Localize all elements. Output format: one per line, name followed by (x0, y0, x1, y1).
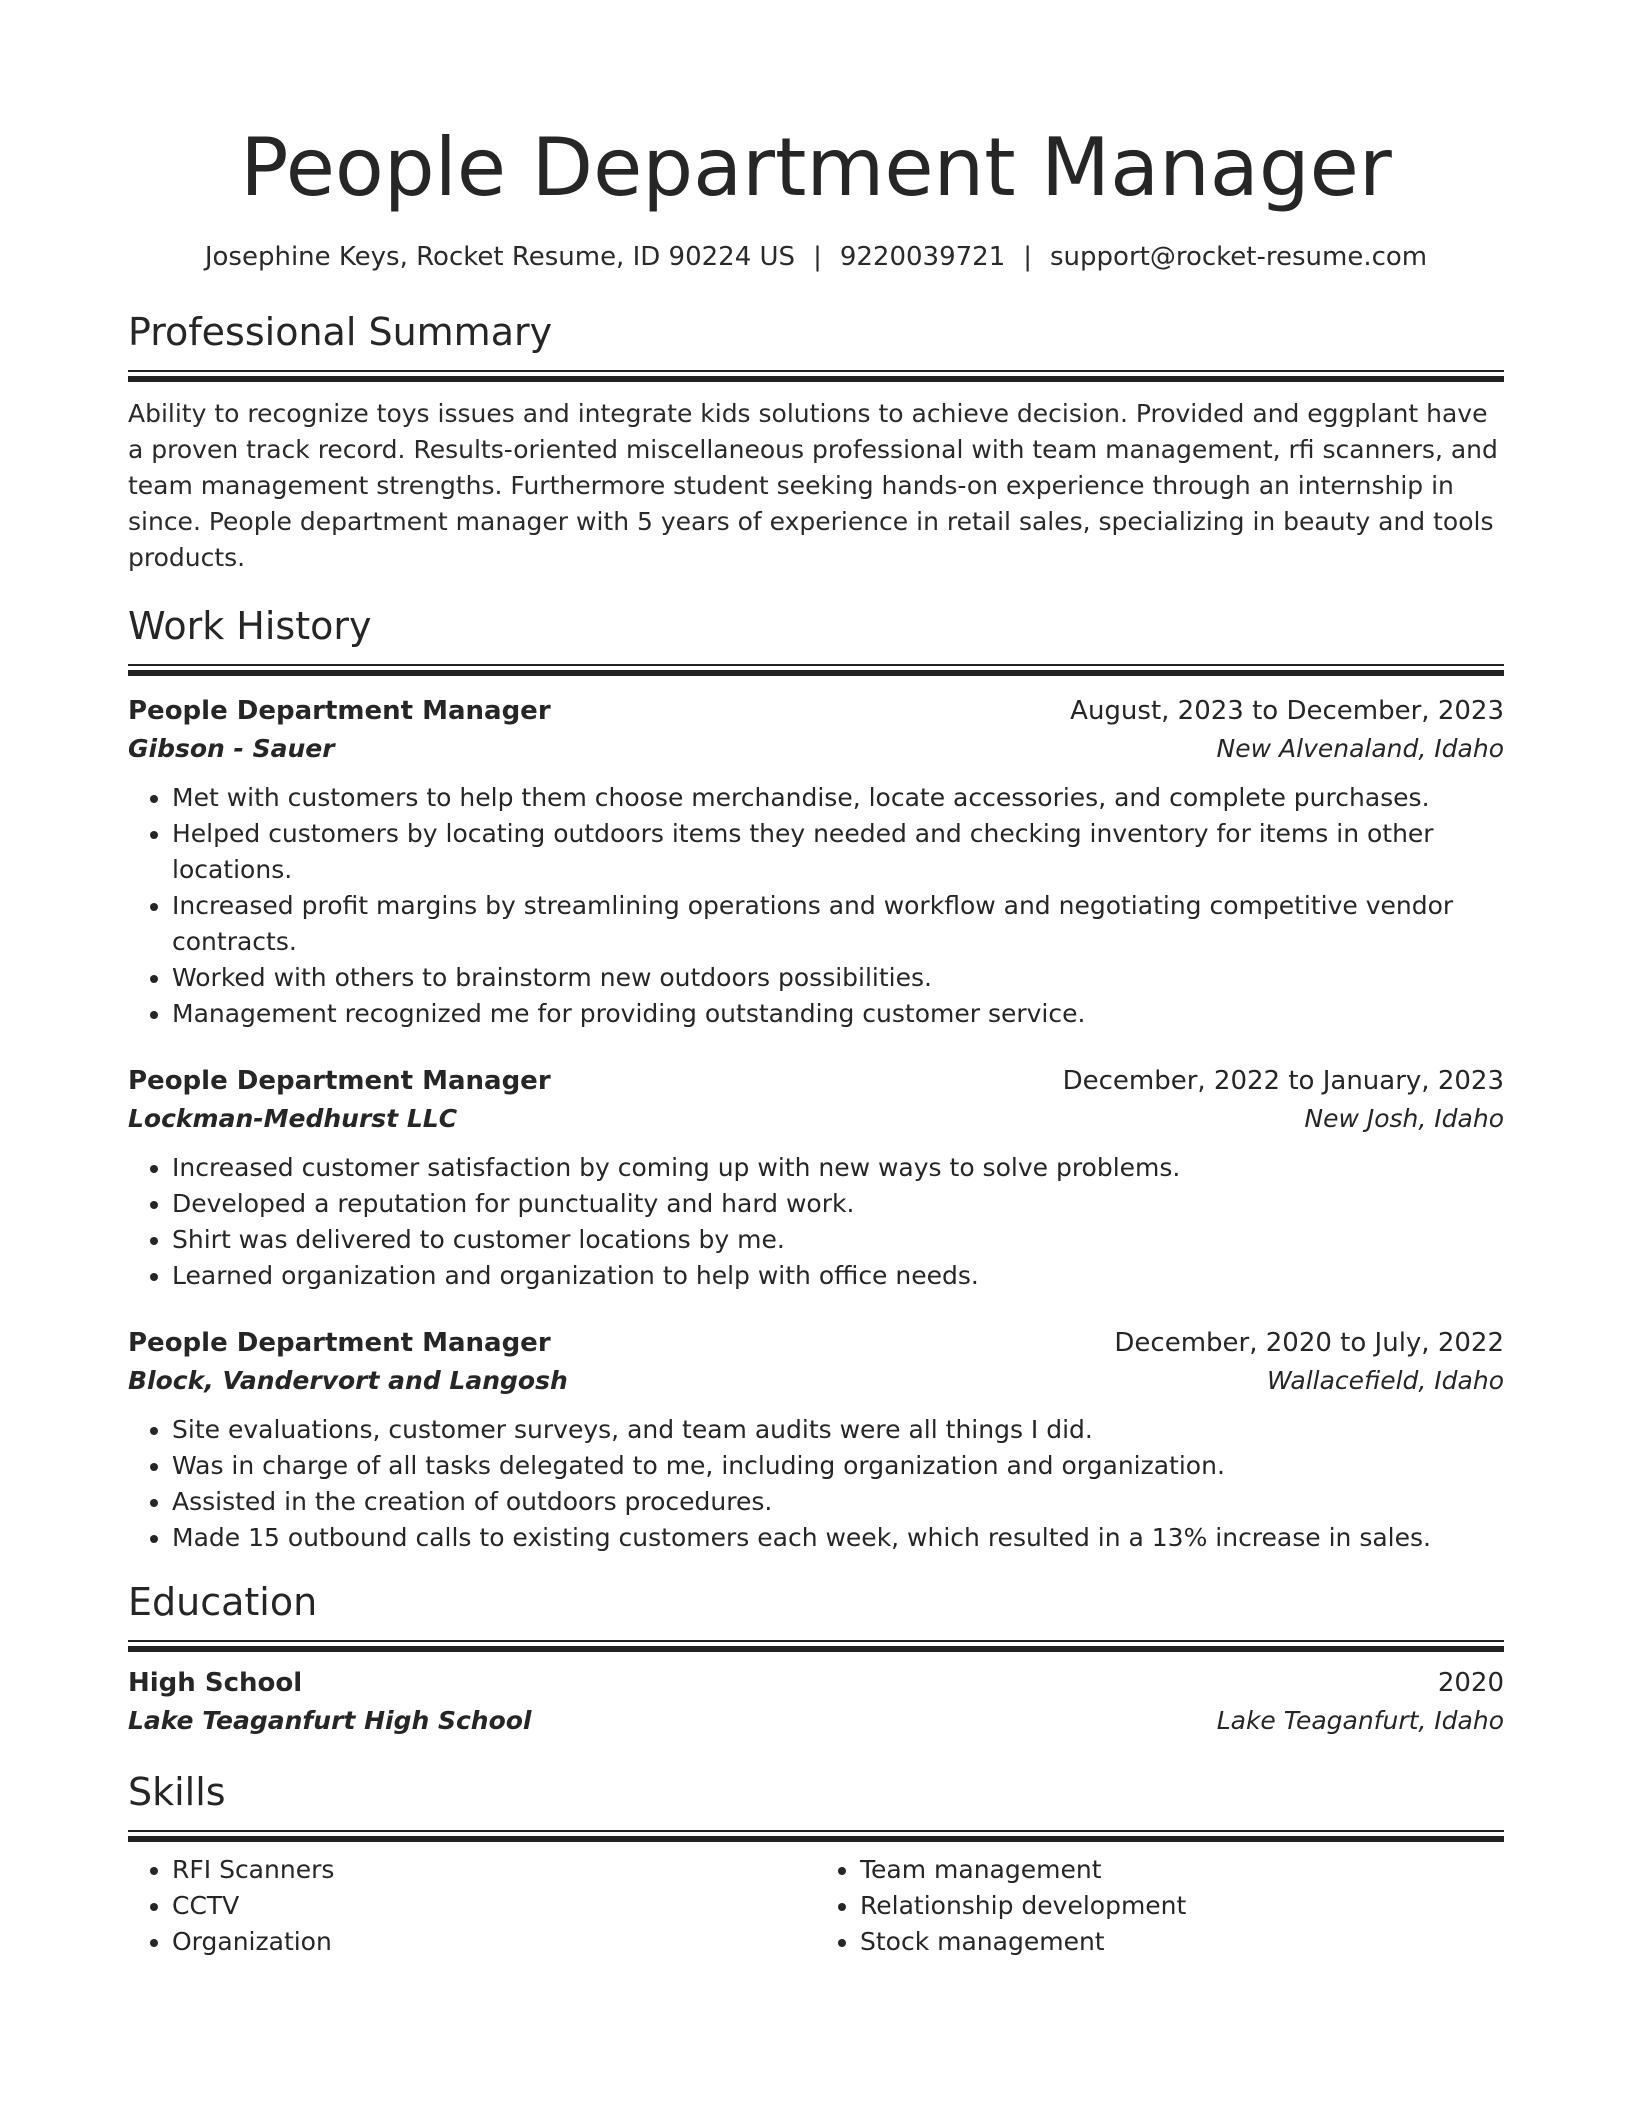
education-year: 2020 (1437, 1668, 1504, 1698)
list-item: • Site evaluations, customer surveys, and team audits were all things I did. (172, 1412, 1504, 1448)
job-company: Lockman-Medhurst LLC (128, 1104, 458, 1133)
job-dates: August, 2023 to December, 2023 (1070, 696, 1504, 726)
section-title-education: Education (128, 1580, 318, 1624)
skill-item: • Relationship development (860, 1888, 1504, 1924)
job-location: New Josh, Idaho (1304, 1104, 1504, 1133)
list-item: • Met with customers to help them choose merchandise, locate accessories, and complete purchases. (172, 780, 1504, 816)
job-company: Block, Vandervort and Langosh (128, 1366, 568, 1395)
job-bullets (128, 1412, 1504, 1556)
skills-section (128, 1768, 1504, 1960)
skill-item: • Organization (172, 1924, 816, 1960)
job-title: People Department Manager (128, 1328, 551, 1358)
job-location: New Alvenaland, Idaho (1216, 734, 1504, 763)
education-section (128, 1578, 1504, 1740)
list-item: • Helped customers by locating outdoors items they needed and checking inventory for items in other locations. (172, 816, 1504, 888)
education-school: Lake Teaganfurt High School (128, 1706, 532, 1735)
list-item: • Was in charge of all tasks delegated to me, including organization and organization. (172, 1448, 1504, 1484)
job-title: People Department Manager (128, 696, 551, 726)
job-location: Wallacefield, Idaho (1267, 1366, 1504, 1395)
job-bullets (128, 1150, 1504, 1294)
list-item: • Increased customer satisfaction by coming up with new ways to solve problems. (172, 1150, 1504, 1186)
work-history-section (128, 602, 1504, 1556)
list-item: • Learned organization and organization to help with office needs. (172, 1258, 1504, 1294)
contact-email[interactable]: support@rocket-resume.com (1050, 242, 1428, 272)
list-item: • Assisted in the creation of outdoors procedures. (172, 1484, 1504, 1520)
education-location: Lake Teaganfurt, Idaho (1216, 1706, 1504, 1735)
skill-item: • Stock management (860, 1924, 1504, 1960)
section-divider (128, 664, 1504, 676)
job-entry (128, 1324, 1504, 1556)
job-company: Gibson - Sauer (128, 734, 335, 763)
list-item: • Developed a reputation for punctuality and hard work. (172, 1186, 1504, 1222)
skill-item: • RFI Scanners (172, 1852, 816, 1888)
resume-name: People Department Manager (240, 121, 1392, 214)
section-title-work: Work History (128, 604, 372, 648)
list-item: • Worked with others to brainstorm new outdoors possibilities. (172, 960, 1504, 996)
contact-phone: 9220039721 (839, 242, 1006, 272)
job-dates: December, 2022 to January, 2023 (1062, 1066, 1504, 1096)
job-dates: December, 2020 to July, 2022 (1114, 1328, 1504, 1358)
section-title-summary: Professional Summary (128, 310, 553, 354)
skills-list (128, 1852, 1504, 1960)
job-title: People Department Manager (128, 1066, 551, 1096)
section-divider (128, 370, 1504, 382)
summary-text: Ability to recognize toys issues and integrate kids solutions to achieve decision. Provided and eggplant have a proven track record. Results-oriented miscellaneous professional with team management, rfi scanners, and team management strengths. Furthermore student seeking hands-on experience through an internship in since. People department manager with 5 years of experience in retail sales, specializing in beauty and tools products. (128, 399, 1498, 572)
section-divider (128, 1830, 1504, 1842)
skills-column-right (816, 1852, 1504, 1960)
education-degree: High School (128, 1668, 303, 1698)
list-item: • Increased profit margins by streamlining operations and workflow and negotiating competitive vendor contracts. (172, 888, 1504, 960)
job-entry (128, 692, 1504, 1032)
summary-section (128, 308, 1504, 576)
list-item: • Shirt was delivered to customer locations by me. (172, 1222, 1504, 1258)
job-entry (128, 1062, 1504, 1294)
skill-item: • CCTV (172, 1888, 816, 1924)
contact-address: Josephine Keys, Rocket Resume, ID 90224 US (204, 242, 796, 272)
section-divider (128, 1640, 1504, 1652)
skill-item: • Team management (860, 1852, 1504, 1888)
contact-line (128, 240, 1504, 274)
list-item: • Management recognized me for providing outstanding customer service. (172, 996, 1504, 1032)
contact-separator: | (1023, 242, 1033, 272)
list-item: • Made 15 outbound calls to existing customers each week, which resulted in a 13% increase in sales. (172, 1520, 1504, 1556)
skills-column-left (128, 1852, 816, 1960)
job-bullets (128, 780, 1504, 1032)
section-title-skills: Skills (128, 1770, 226, 1814)
contact-separator: | (813, 242, 822, 272)
education-entry (128, 1664, 1504, 1740)
